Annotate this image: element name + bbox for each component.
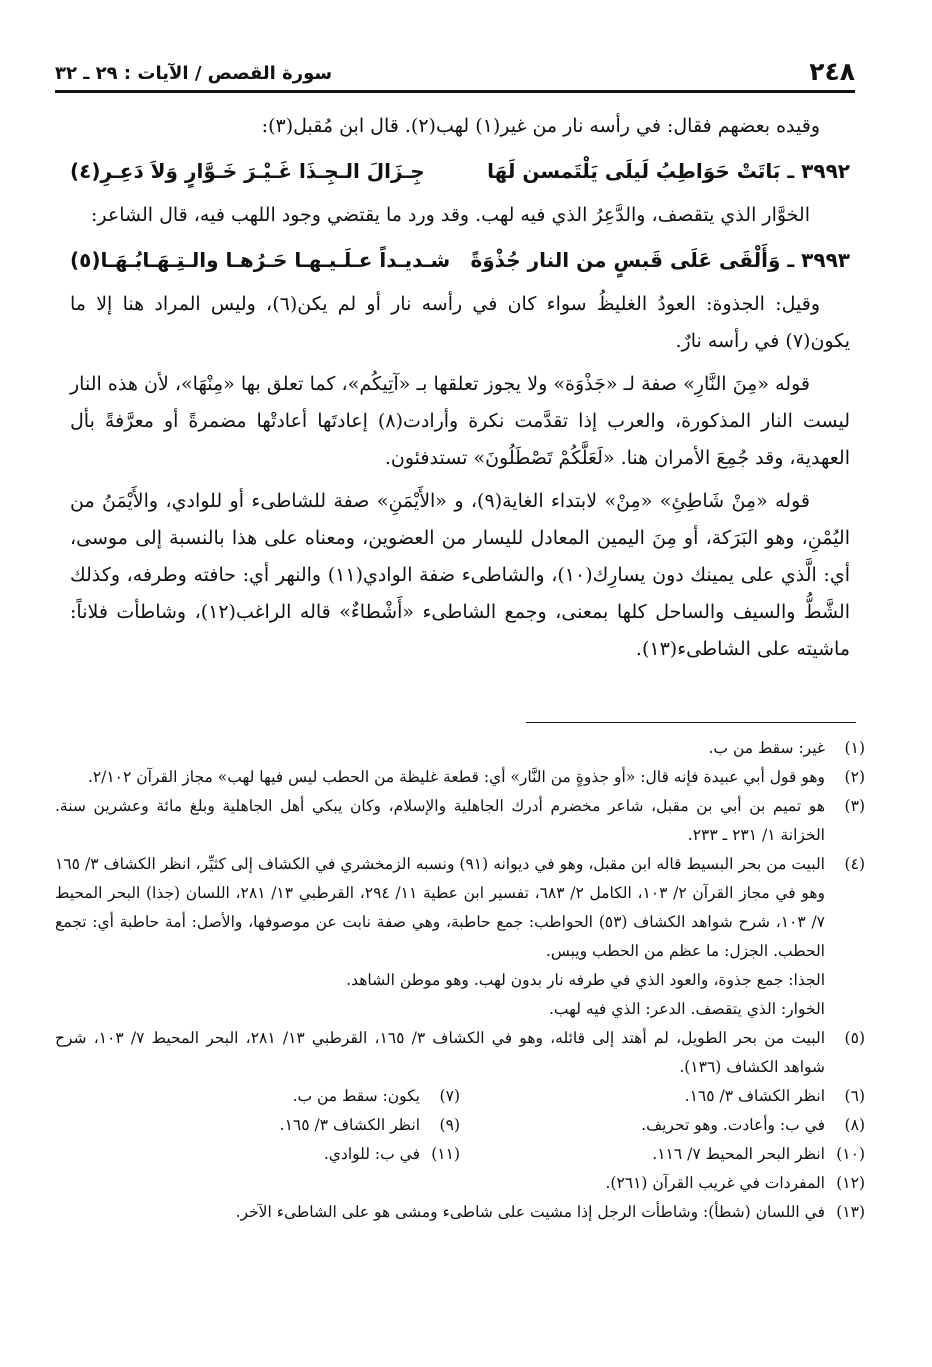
footnote-1 [55, 734, 865, 763]
footnote-row-10-11 [55, 1140, 865, 1169]
footnote-10 [460, 1140, 865, 1169]
footnote-text: المفردات في غريب القرآن (٢٦١). [605, 1174, 825, 1192]
footnote-text: في اللسان (شطأ): وشاطأت الرجل إذا مشيت على شاطىء ومشى هو على الشاطىء الآخر. [235, 1203, 825, 1221]
main-text [70, 108, 850, 674]
footnote-text: انظر الكشاف ٣/ ١٦٥. [684, 1087, 825, 1105]
footnote-text: البيت من بحر الطويل، لم أهتد إلى قائله، وهو في الكشاف ٣/ ١٦٥، القرطبي ١٣/ ٢٨١، البحر المحيط ٧/ ١٠٣، شرح شواهد الكشاف (١٣٦). [55, 1029, 826, 1076]
footnote-number: (١٢) [836, 1174, 865, 1192]
footnote-text: وهو قول أبي عبيدة فإنه قال: «أو جذوةٍ من النَّار» أي: قطعة غليظة من الحطب ليس فيها لهب» مجاز القرآن ٢/١٠٢. [87, 768, 825, 786]
footnote-4-gloss-khawwar: الخوار: الذي يتقصف. الدعر: الذي فيه لهب. [548, 1000, 825, 1018]
paragraph-min-an-nar: قوله «مِنَ النَّارِ» صفة لـ «جَذْوَة» ولا يجوز تعلقها بـ «آتِيكُم»، كما تعلق بها «مِنْهَا»، لأن هذه النار ليست النار المذكورة، والعرب إذا تقدَّمت نكرة وأرادت(٨) إعادتَها أعادتْها مضمرةً أو معرَّفةً بأل العهدية، وقد جُمِعَ الأمران هنا. «لَعَلَّكُمْ تَصْطَلُونَ» تستدفئون. [70, 373, 851, 469]
footnote-text: يكون: سقط من ب. [292, 1087, 420, 1105]
footnote-6 [460, 1082, 865, 1111]
footnote-number: (١) [844, 739, 865, 757]
page-header [55, 52, 855, 93]
footnote-number: (٧) [439, 1087, 460, 1105]
footnote-2 [55, 763, 865, 792]
footnote-text: البيت من بحر البسيط قاله ابن مقبل، وهو في ديوانه (٩١) ونسبه الزمخشري في الكشاف إلى كثيِّر، انظر الكشاف ٣/ ١٦٥ وهو في مجاز القرآن ٢/ ١٠٣، الكامل ٢/ ٦٨٣، تفسير ابن عطية ١١/ ٢٩٤، القرطبي ١٣/ ٢٨١، اللسان (جذا) البحر المحيط ٧/ ١٠٣، شرح شواهد الكشاف (٥٣) الحواطب: جمع حاطبة، وهي صفة نابت عن موصوفها، والأصل: أمة حاطبة أي: تجمع الحطب. الجزل: ما عظم من الحطب ويبس. [55, 855, 825, 960]
footnote-8 [460, 1111, 865, 1140]
footnote-5 [55, 1024, 865, 1082]
footnote-number: (١١) [431, 1145, 460, 1163]
footnote-text: في ب: للوادي. [323, 1145, 420, 1163]
footnote-number: (٤) [844, 855, 865, 873]
footnote-4 [55, 850, 865, 966]
footnote-7 [55, 1082, 460, 1111]
footnote-number: (٣) [844, 797, 865, 815]
surah-title: سورة القصص / الآيات : ٢٩ ـ ٣٢ [55, 63, 333, 84]
footnote-text: انظر البحر المحيط ٧/ ١١٦. [652, 1145, 825, 1163]
footnote-number: (١٠) [836, 1145, 865, 1163]
footnote-number: (٨) [844, 1116, 865, 1134]
footnote-number: (٦) [844, 1087, 865, 1105]
footnote-row-8-9 [55, 1111, 865, 1140]
verse-3993 [70, 240, 850, 280]
page-number: ٢٤٨ [809, 57, 855, 86]
verse-3992-second-hemistich: جِـزَالَ الـجِـذَا غَـيْـرَ خَـوَّارٍ وَلاَ دَعِـرِ(٤) [70, 159, 425, 183]
verse-3992 [70, 151, 850, 191]
footnote-text: غير: سقط من ب. [708, 739, 825, 757]
footnote-text: انظر الكشاف ٣/ ١٦٥. [279, 1116, 420, 1134]
footnote-4-gloss-jadha: الجذا: جمع جذوة، والعود الذي في طرفه نار بدون لهب. وهو موطن الشاهد. [346, 971, 825, 989]
paragraph-khawwar: الخوَّار الذي يتقصف، والدَّعِرُ الذي فيه لهب. وقد ورد ما يقتضي وجود اللهب فيه، قال الشاعر: [91, 204, 810, 226]
footnote-number: (٥) [844, 1029, 865, 1047]
footnote-text: في ب: وأعادت. وهو تحريف. [641, 1116, 825, 1134]
footnote-number: (٢) [844, 768, 865, 786]
footnote-12 [55, 1169, 865, 1198]
footnote-number: (١٣) [836, 1203, 865, 1221]
footnote-3 [55, 792, 865, 850]
footnote-number: (٩) [439, 1116, 460, 1134]
footnotes [55, 734, 865, 1227]
footnote-divider [526, 722, 856, 723]
verse-3993-second-hemistich: شـديـداً عـلَـيـهـا حَـرُهـا والـتِـهَـابُـهَـا(٥) [70, 248, 451, 272]
footnote-row-6-7 [55, 1082, 865, 1111]
paragraph-jadhwa: وقيل: الجذوة: العودُ الغليظُ سواء كان في رأسه نار أو لم يكن(٦)، وليس المراد هنا إلا ما يكون(٧) في رأسه نارٌ. [70, 293, 850, 352]
verse-3992-first-hemistich: ٣٩٩٢ ـ بَاتَتْ حَوَاطِبُ لَيلَى يَلْتَمسن لَهَا [487, 159, 850, 183]
paragraph-shati: قوله «مِنْ شَاطِئِ» «مِنْ» لابتداء الغاية(٩)، و «الأَيْمَنِ» صفة للشاطىء أو للوادي، والأَيْمَنُ من اليُمْنِ، وهو البَرَكة، أو مِنَ اليمين المعادل لليسار من العضوين، ومعناه على هذا بالنسبة إلى موسى، أي: الَّذي على يمينك دون يسارِك(١٠)، والشاطىء ضفة الوادي(١١) والنهر أي: حافته وطرفه، وكذلك الشَّطُّ والسيف والساحل كلها بمعنى، وجمع الشاطىء «أَشْطاءٌ» قاله الراغب(١٢)، وشاطأت فلاناً: ماشيته على الشاطىء(١٣). [70, 490, 850, 660]
footnote-9 [55, 1111, 460, 1140]
verse-3993-first-hemistich: ٣٩٩٣ ـ وَأَلْقَى عَلَى قَبسٍ من النار جُذْوَةً [470, 248, 850, 272]
paragraph-intro: وقيده بعضهم فقال: في رأسه نار من غير(١) لهب(٢). قال ابن مُقبل(٣): [261, 115, 820, 137]
footnote-11 [55, 1140, 460, 1169]
footnote-13 [55, 1198, 865, 1227]
footnote-text: هو تميم بن أبي بن مقبل، شاعر مخضرم أدرك الجاهلية والإسلام، وكان يبكي أهل الجاهلية وبلغ مائة وعشرين سنة. الخزانة ١/ ٢٣١ ـ ٢٣٣. [55, 797, 825, 844]
